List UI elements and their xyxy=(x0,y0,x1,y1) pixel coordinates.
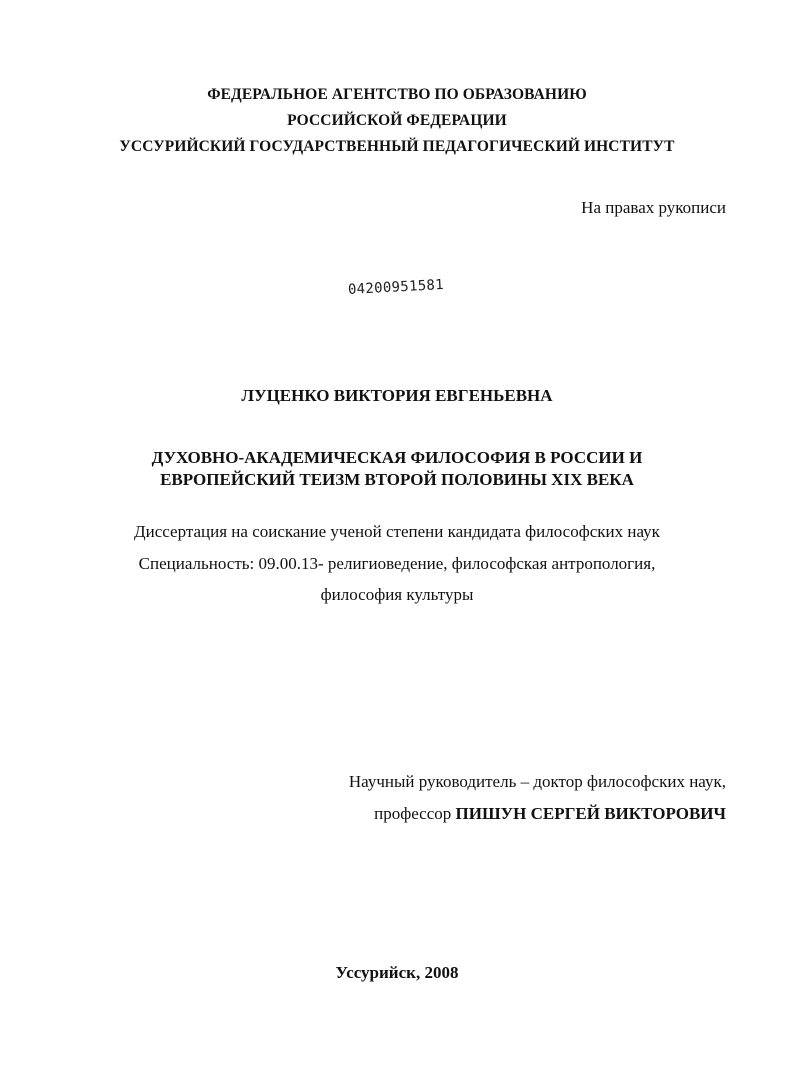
degree-statement: Диссертация на соискание ученой степени кандидата философских наук xyxy=(134,522,660,541)
institute-name-line: УССУРИЙСКИЙ ГОСУДАРСТВЕННЫЙ ПЕДАГОГИЧЕСКИЙ ИНСТИТУТ xyxy=(119,138,675,155)
author-name: ЛУЦЕНКО ВИКТОРИЯ ЕВГЕНЬЕВНА xyxy=(241,386,553,405)
manuscript-rights-note: На правах рукописи xyxy=(581,198,726,217)
library-stamp-number: 04200951581 xyxy=(347,276,445,298)
agency-name-line: ФЕДЕРАЛЬНОЕ АГЕНТСТВО ПО ОБРАЗОВАНИЮ xyxy=(207,86,587,103)
supervisor-name-line xyxy=(374,804,726,824)
supervisor-title: Научный руководитель – доктор философских наук, xyxy=(348,772,726,791)
specialty-continuation: философия культуры xyxy=(320,585,474,604)
federation-line: РОССИЙСКОЙ ФЕДЕРАЦИИ xyxy=(287,112,507,129)
specialty-line: Специальность: 09.00.13- религиоведение, философская антропология, xyxy=(138,554,656,573)
supervisor-name: ПИШУН СЕРГЕЙ ВИКТОРОВИЧ xyxy=(455,804,726,823)
city-year: Уссурийск, 2008 xyxy=(335,963,459,982)
supervisor-rank: профессор xyxy=(374,804,456,823)
dissertation-title-line-1: ДУХОВНО-АКАДЕМИЧЕСКАЯ ФИЛОСОФИЯ В РОССИИ И xyxy=(151,448,643,467)
dissertation-title-line-2: ЕВРОПЕЙСКИЙ ТЕИЗМ ВТОРОЙ ПОЛОВИНЫ XIX ВЕКА xyxy=(160,470,634,489)
